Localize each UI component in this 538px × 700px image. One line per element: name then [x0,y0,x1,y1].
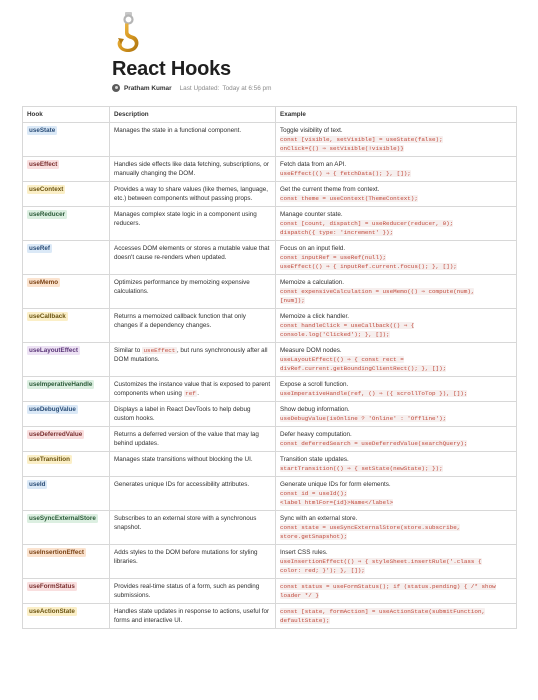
table-row [23,427,517,452]
hook-cell [23,477,110,511]
table-row [23,241,517,275]
inline-code: useEffect [143,347,176,354]
code-line: useImperativeHandle(ref, () ⇒ ({ scrollToTop }), []); [280,390,468,397]
column-header-hook: Hook [23,107,110,123]
table-row [23,377,517,402]
hook-cell [23,427,110,452]
code-line: const expensiveCalculation = useMemo(() ⇒ compute(num), [280,288,475,295]
code-line: <label htmlFor={id}>Name</label> [280,499,394,506]
code-line: const status = useFormStatus(); if (status.pending) { /* show [280,583,496,590]
code-line: useEffect(() ⇒ { inputRef.current.focus(); }, []); [280,263,457,270]
example-cell [276,207,517,241]
code-line: startTransition(() ⇒ { setState(newState); }); [280,465,443,472]
hook-cell [23,402,110,427]
example-text: Focus on an input field. [280,245,346,252]
example-cell [276,579,517,604]
hook-tag: useFormStatus [29,583,75,590]
description-text: . [197,390,200,397]
hook-cell [23,343,110,377]
code-line: useLayoutEffect(() ⇒ { const rect = [280,356,404,363]
description-cell: Handles side effects like data fetching, subscriptions, or manually changing the DOM. [110,157,276,182]
example-cell [276,157,517,182]
example-text: Defer heavy computation. [280,431,352,438]
table-header-row [23,107,517,123]
code-line: console.log('Clicked'); }, []); [280,331,390,338]
description-cell: Returns a memoized callback function that only changes if a dependency changes. [110,309,276,343]
table-row [23,309,517,343]
hook-tag: useEffect [29,161,58,168]
hook-cell [23,452,110,477]
description-text: Customizes the instance value that is exposed to parent components when using [114,381,271,397]
code-line: useInsertionEffect(() ⇒ { styleSheet.insertRule('.class { [280,558,482,565]
code-snippet [280,523,512,541]
example-text: Show debug information. [280,406,350,413]
hook-cell [23,604,110,629]
table-row [23,477,517,511]
example-cell [276,309,517,343]
code-snippet [280,582,512,600]
hook-cell [23,157,110,182]
example-cell [276,477,517,511]
description-cell: Subscribes to an external store with a synchronous snapshot. [110,511,276,545]
example-cell [276,377,517,402]
table-row [23,275,517,309]
table-row [23,545,517,579]
table-row [23,604,517,629]
description-cell: Optimizes performance by memoizing expensive calculations. [110,275,276,309]
hooks-table [22,106,517,629]
table-row [23,123,517,157]
hook-tag: useTransition [29,456,70,463]
example-text: Memoize a click handler. [280,313,349,320]
table-row [23,343,517,377]
code-line: loader */ } [280,592,319,599]
code-snippet [280,169,512,178]
example-text: Measure DOM nodes. [280,347,342,354]
hook-tag: useDebugValue [29,406,76,413]
description-cell: Generates unique IDs for accessibility attributes. [110,477,276,511]
description-cell: Provides a way to share values (like themes, language, etc.) between components without passing props. [110,182,276,207]
code-snippet [280,219,512,237]
code-line: const inputRef = useRef(null); [280,254,387,261]
example-text: Fetch data from an API. [280,161,347,168]
hook-cell [23,275,110,309]
example-text: Manage counter state. [280,211,343,218]
last-updated-label: Last Updated: [179,84,220,92]
code-line: const theme = useContext(ThemeContext); [280,195,418,202]
hook-cell [23,545,110,579]
description-cell [110,377,276,402]
example-text: Memoize a calculation. [280,279,345,286]
example-text: Generate unique IDs for form elements. [280,481,391,488]
example-cell [276,241,517,275]
description-cell: Displays a label in React DevTools to help debug custom hooks. [110,402,276,427]
hook-cell [23,241,110,275]
code-snippet [280,489,512,507]
hook-cell [23,377,110,402]
hook-tag: useLayoutEffect [29,347,78,354]
example-text: Transition state updates. [280,456,349,463]
hook-cell [23,207,110,241]
code-line: const state = useSyncExternalStore(store.subscribe, [280,524,461,531]
example-text: Expose a scroll function. [280,381,349,388]
code-line: useDebugValue(isOnline ? 'Online' : 'Offline'); [280,415,447,422]
code-line: useEffect(() ⇒ { fetchData(); }, []); [280,170,411,177]
example-cell [276,275,517,309]
code-line: const [count, dispatch] = useReducer(reducer, 0); [280,220,454,227]
code-snippet [280,439,512,448]
code-snippet [280,321,512,339]
page-title: React Hooks [112,58,231,80]
code-snippet [280,607,512,625]
description-text: Similar to [114,347,142,354]
code-snippet [280,414,512,423]
hook-cell [23,182,110,207]
description-cell: Returns a deferred version of the value that may lag behind updates. [110,427,276,452]
hook-tag: useId [29,481,46,488]
hook-icon [112,12,146,60]
table-row [23,182,517,207]
code-line: color: red; }'); }, []); [280,567,365,574]
hook-tag: useReducer [29,211,66,218]
table-row [23,207,517,241]
example-text: Sync with an external store. [280,515,358,522]
code-snippet [280,287,512,305]
table-row [23,157,517,182]
table-row [23,402,517,427]
code-line: store.getSnapshot); [280,533,348,540]
inline-code: ref [185,390,196,397]
description-cell: Handles state updates in response to actions, useful for forms and interactive UI. [110,604,276,629]
code-line: const [visible, setVisible] = useState(false); [280,136,443,143]
description-cell: Adds styles to the DOM before mutations for styling libraries. [110,545,276,579]
avatar [112,84,120,92]
column-header-description: Description [110,107,276,123]
column-header-example: Example [276,107,517,123]
hook-cell [23,511,110,545]
example-text: Toggle visibility of text. [280,127,343,134]
description-cell: Accesses DOM elements or stores a mutable value that doesn't cause re-renders when updated. [110,241,276,275]
hook-tag: useActionState [29,608,75,615]
description-text: , but runs synchronously after all DOM mutations. [114,347,268,363]
example-text: Insert CSS rules. [280,549,328,556]
table-row [23,452,517,477]
example-cell [276,123,517,157]
code-line: const deferredSearch = useDeferredValue(searchQuery); [280,440,468,447]
example-cell [276,343,517,377]
hook-tag: useSyncExternalStore [29,515,96,522]
code-snippet [280,194,512,203]
example-cell [276,182,517,207]
hook-tag: useCallback [29,313,66,320]
author-name[interactable]: Pratham Kumar [124,84,172,92]
description-cell: Manages complex state logic in a component using reducers. [110,207,276,241]
hook-cell [23,123,110,157]
hook-cell [23,579,110,604]
description-cell: Manages state transitions without blocking the UI. [110,452,276,477]
code-line: dispatch({ type: 'increment' }); [280,229,394,236]
code-line: divRef.current.getBoundingClientRect(); }, []); [280,365,447,372]
hook-tag: useContext [29,186,64,193]
code-line: const handleClick = useCallback(() ⇒ { [280,322,415,329]
description-cell: Provides real-time status of a form, such as pending submissions. [110,579,276,604]
hook-cell [23,309,110,343]
example-cell [276,427,517,452]
code-line: defaultState); [280,617,330,624]
example-cell [276,545,517,579]
example-cell [276,604,517,629]
table-row [23,511,517,545]
example-text: Get the current theme from context. [280,186,380,193]
code-snippet [280,135,512,153]
code-line: [num]); [280,297,305,304]
hook-tag: useState [29,127,56,134]
code-snippet [280,355,512,373]
description-cell: Manages the state in a functional component. [110,123,276,157]
hook-tag: useDeferredValue [29,431,83,438]
code-snippet [280,253,512,271]
hook-tag: useInsertionEffect [29,549,84,556]
hook-tag: useRef [29,245,50,252]
example-cell [276,511,517,545]
code-line: const id = useId(); [280,490,348,497]
code-snippet [280,464,512,473]
example-cell [276,452,517,477]
hook-tag: useImperativeHandle [29,381,93,388]
example-cell [276,402,517,427]
code-snippet [280,557,512,575]
table-row [23,579,517,604]
hook-tag: useMemo [29,279,59,286]
last-updated-value: Today at 6:56 pm [222,84,272,92]
code-line: onClick={() ⇒ setVisible(!visible)} [280,145,404,152]
description-cell [110,343,276,377]
byline [112,84,271,92]
code-line: const [state, formAction] = useActionState(submitFunction, [280,608,486,615]
code-snippet [280,389,512,398]
